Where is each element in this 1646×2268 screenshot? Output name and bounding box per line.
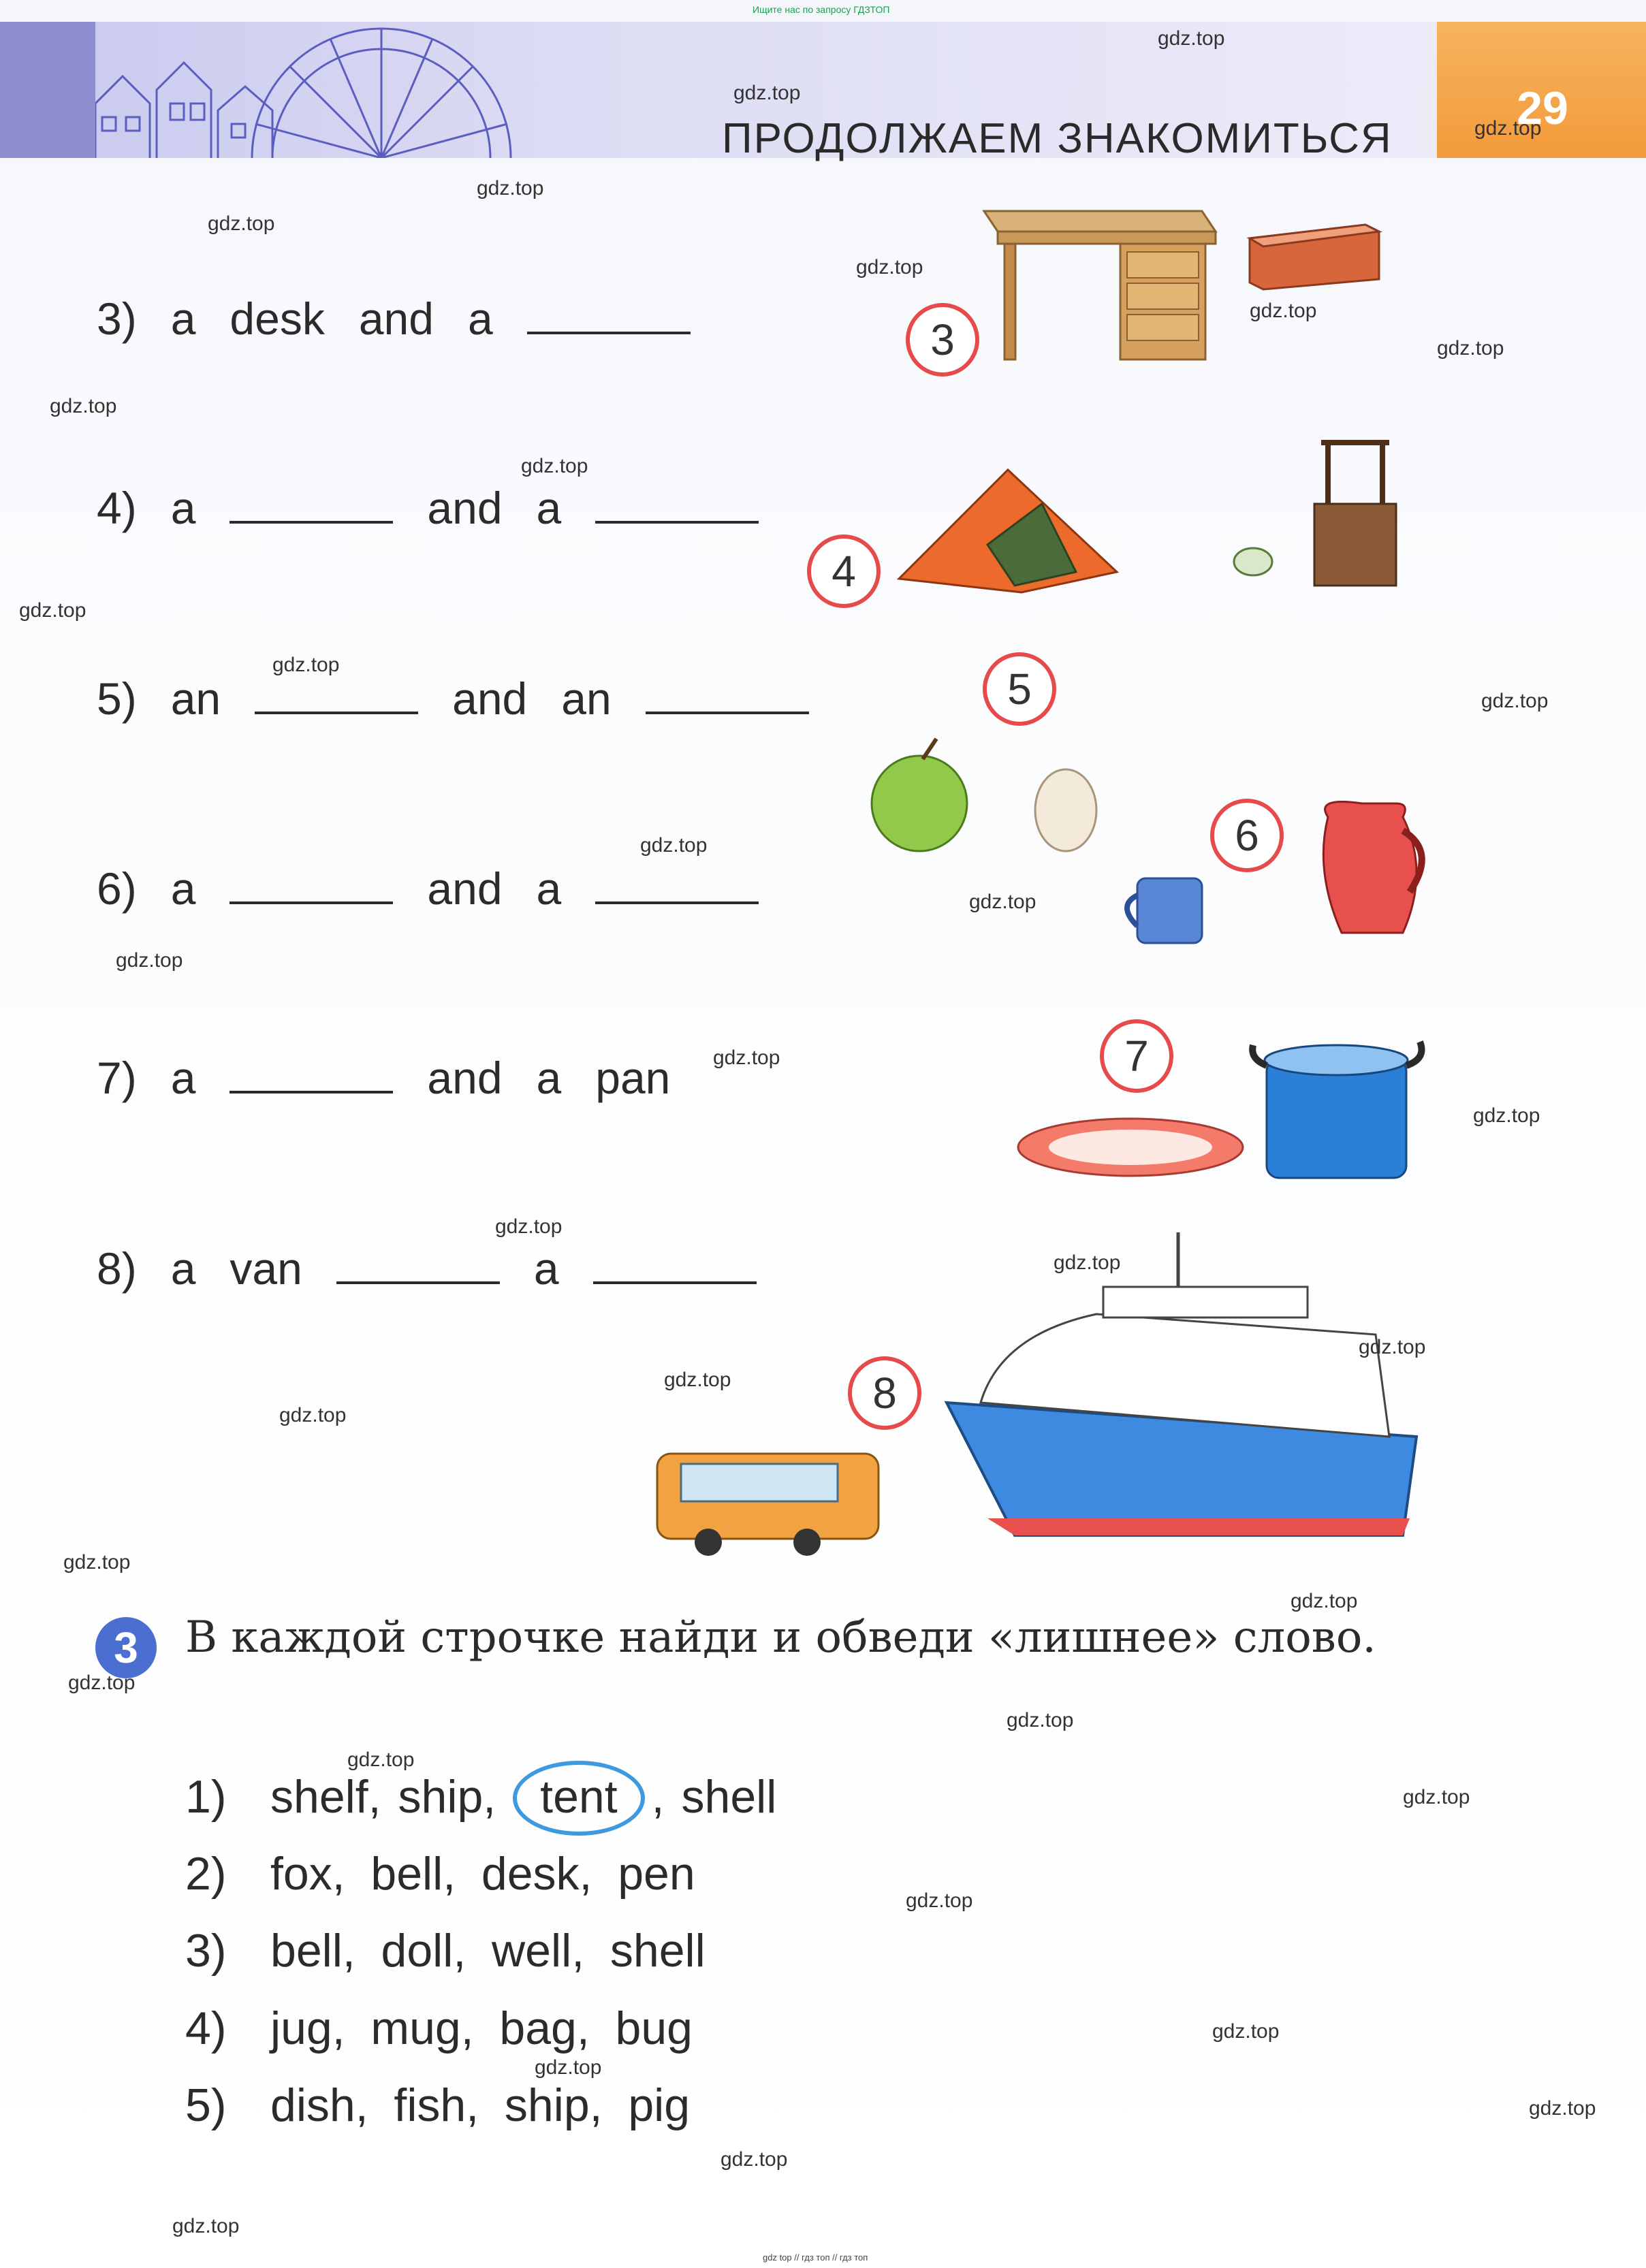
watermark: gdz.top: [50, 395, 117, 417]
exercise-number: 4): [97, 483, 137, 533]
ship-illustration: [940, 1232, 1444, 1546]
word: desk: [230, 293, 325, 344]
page-number: 29: [1517, 82, 1568, 134]
picture-badge-5: 5: [983, 652, 1056, 726]
watermark: gdz.top: [1007, 1709, 1074, 1731]
word: shelf,: [270, 1771, 381, 1823]
word: a: [536, 483, 562, 533]
word: a: [467, 293, 493, 344]
bus-illustration: [654, 1443, 885, 1559]
exercise-line-4: [97, 482, 793, 534]
header-left-strip: [0, 22, 95, 158]
word: an: [170, 673, 221, 724]
word: ship,: [398, 1771, 496, 1823]
word: shell: [681, 1771, 777, 1823]
answer-blank[interactable]: [595, 866, 759, 904]
watermark: gdz.top: [495, 1215, 563, 1238]
word: an: [561, 673, 612, 724]
word: a: [536, 863, 562, 914]
comma: ,: [651, 1771, 665, 1823]
top-note: Ищите нас по запросу ГДЗТОП: [753, 4, 890, 15]
watermark: gdz.top: [1529, 2097, 1596, 2120]
page-header: [0, 0, 1646, 162]
picture-badge-3: 3: [906, 303, 979, 377]
row-words: dish, fish, ship, pig: [270, 2079, 691, 2131]
word: and: [452, 673, 528, 724]
plate-illustration: [1015, 1113, 1246, 1181]
task-row-1: [185, 1770, 793, 1823]
row-words: fox, bell, desk, pen: [270, 1848, 695, 1900]
well-illustration: [1219, 415, 1410, 592]
watermark: gdz.top: [1474, 117, 1542, 140]
exercise-number: 6): [97, 863, 137, 914]
watermark: gdz.top: [208, 212, 275, 235]
word: a: [170, 863, 196, 914]
answer-blank[interactable]: [646, 676, 809, 714]
row-words: bell, doll, well, shell: [270, 1925, 706, 1977]
task-row-4: [185, 2002, 693, 2055]
watermark: gdz.top: [347, 1748, 415, 1771]
desk-illustration: [977, 184, 1222, 368]
watermark: gdz.top: [19, 599, 86, 622]
watermark: gdz.top: [721, 2148, 788, 2171]
picture-badge-8: 8: [848, 1356, 921, 1430]
exercise-number: 5): [97, 673, 137, 724]
watermark: gdz.top: [279, 1404, 347, 1426]
word: a: [170, 293, 196, 344]
word: and: [427, 1053, 503, 1103]
watermark: gdz.top: [1158, 27, 1225, 50]
word: pan: [595, 1053, 671, 1103]
watermark: gdz.top: [906, 1889, 973, 1912]
ferris-wheel-illustration: [95, 22, 613, 158]
row-words: jug, mug, bag, bug: [270, 2002, 693, 2054]
apple-illustration: [861, 735, 984, 858]
answer-blank[interactable]: [336, 1246, 500, 1284]
watermark: gdz.top: [1403, 1786, 1470, 1808]
watermark: gdz.top: [1437, 337, 1504, 360]
picture-badge-4: 4: [807, 534, 881, 608]
watermark: gdz.top: [116, 949, 183, 972]
watermark: gdz.top: [1481, 690, 1549, 712]
exercise-line-6: [97, 863, 793, 914]
word: a: [170, 483, 196, 533]
bottom-note: gdz top // гдз топ // гдз топ: [763, 2252, 868, 2263]
jug-illustration: [1301, 790, 1437, 953]
watermark: gdz.top: [1054, 1251, 1121, 1274]
watermark: gdz.top: [63, 1551, 131, 1574]
watermark: gdz.top: [521, 455, 588, 477]
answer-blank[interactable]: [230, 485, 393, 524]
picture-badge-6: 6: [1210, 799, 1284, 872]
word: a: [170, 1243, 196, 1294]
answer-blank[interactable]: [255, 676, 418, 714]
tent-illustration: [885, 463, 1130, 599]
watermark: gdz.top: [272, 654, 340, 676]
word: and: [427, 483, 503, 533]
watermark: gdz.top: [68, 1672, 136, 1694]
answer-blank[interactable]: [595, 485, 759, 524]
watermark: gdz.top: [664, 1369, 731, 1391]
answer-blank[interactable]: [230, 866, 393, 904]
row-number: 5): [185, 2079, 227, 2131]
exercise-line-7: [97, 1052, 704, 1104]
watermark: gdz.top: [969, 891, 1036, 913]
watermark: gdz.top: [733, 82, 801, 104]
row-number: 1): [185, 1771, 227, 1823]
task-row-5: [185, 2079, 690, 2132]
exercise-line-3: [97, 293, 725, 345]
watermark: gdz.top: [1359, 1336, 1426, 1358]
word: a: [170, 1053, 196, 1103]
word: a: [533, 1243, 559, 1294]
task-instruction: В каждой строчке найди и обведи «лишнее» слово.: [185, 1612, 1376, 1663]
word: and: [427, 863, 503, 914]
exercise-line-8: [97, 1243, 791, 1294]
egg-illustration: [1025, 759, 1107, 855]
exercise-number: 7): [97, 1053, 137, 1103]
word: van: [230, 1243, 302, 1294]
exercise-line-5: [97, 673, 843, 724]
section-title: ПРОДОЛЖАЕМ ЗНАКОМИТЬСЯ: [722, 115, 1393, 162]
watermark: gdz.top: [172, 2215, 240, 2237]
exercise-number: 3): [97, 293, 137, 344]
answer-blank[interactable]: [527, 296, 691, 334]
word: and: [358, 293, 434, 344]
shelf-illustration: [1243, 218, 1386, 293]
watermark: gdz.top: [477, 177, 544, 199]
exercise-number: 8): [97, 1243, 137, 1294]
watermark: gdz.top: [640, 834, 708, 857]
task-row-3: [185, 1924, 706, 1977]
mug-illustration: [1117, 868, 1219, 950]
watermark: gdz.top: [713, 1047, 780, 1069]
word: a: [536, 1053, 562, 1103]
watermark: gdz.top: [1250, 300, 1317, 322]
picture-badge-7: 7: [1100, 1019, 1173, 1093]
answer-blank[interactable]: [230, 1055, 393, 1093]
watermark: gdz.top: [1291, 1590, 1358, 1612]
row-number: 2): [185, 1848, 227, 1900]
watermark: gdz.top: [1473, 1104, 1540, 1127]
watermark: gdz.top: [535, 2056, 602, 2079]
row-number: 4): [185, 2002, 227, 2054]
circled-word: tent: [513, 1770, 644, 1823]
watermark: gdz.top: [856, 256, 923, 278]
answer-blank[interactable]: [593, 1246, 757, 1284]
row-number: 3): [185, 1925, 227, 1977]
watermark: gdz.top: [1212, 2020, 1280, 2043]
task-row-2: [185, 1847, 695, 1900]
pan-illustration: [1246, 1032, 1430, 1188]
task-number-icon: 3: [95, 1617, 157, 1678]
